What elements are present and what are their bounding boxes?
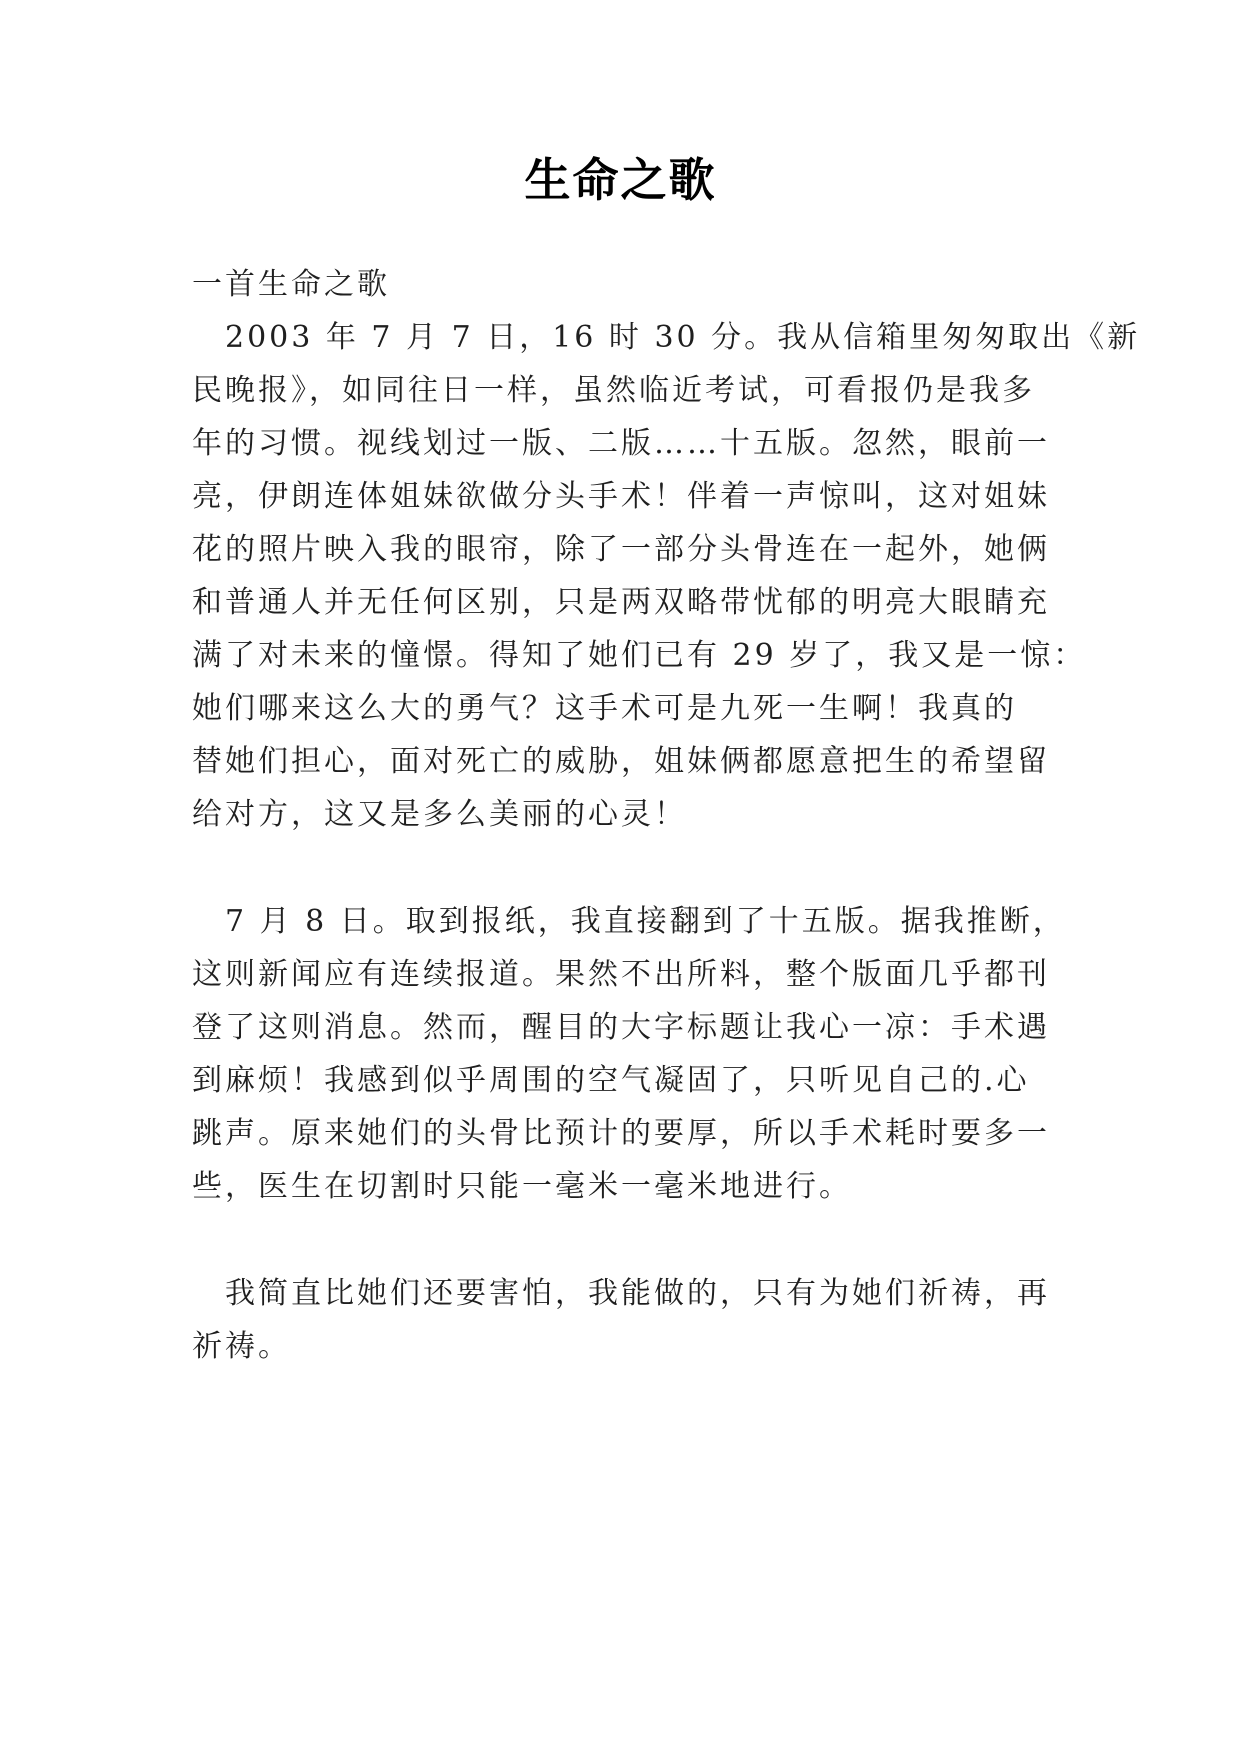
paragraph-line: 些，医生在切割时只能一毫米一毫米地进行。 bbox=[192, 1169, 852, 1204]
paragraph-line: 和普通人并无任何区别，只是两双略带忧郁的明亮大眼睛充 bbox=[192, 585, 1050, 620]
paragraph-line: 花的照片映入我的眼帘，除了一部分头骨连在一起外，她俩 bbox=[192, 532, 1050, 567]
paragraph-line: 亮，伊朗连体姐妹欲做分头手术！伴着一声惊叫，这对姐妹 bbox=[192, 479, 1050, 514]
paragraph-line: 2003 年 7 月 7 日，16 时 30 分。我从信箱里匆匆取出《新 bbox=[192, 320, 1141, 355]
subtitle: 一首生命之歌 bbox=[192, 267, 390, 302]
page-title: 生命之歌 bbox=[524, 153, 717, 207]
paragraph-line: 替她们担心，面对死亡的威胁，姐妹俩都愿意把生的希望留 bbox=[192, 744, 1050, 779]
paragraph-line: 我简直比她们还要害怕，我能做的，只有为她们祈祷，再 bbox=[192, 1276, 1050, 1311]
paragraph-line: 7 月 8 日。取到报纸，我直接翻到了十五版。据我推断， bbox=[192, 904, 1066, 939]
paragraph-line: 满了对未来的憧憬。得知了她们已有 29 岁了，我又是一惊： bbox=[192, 638, 1087, 673]
paragraph-line: 年的习惯。视线划过一版、二版……十五版。忽然，眼前一 bbox=[192, 426, 1050, 461]
paragraph-line: 民晚报》，如同往日一样，虽然临近考试，可看报仍是我多 bbox=[192, 373, 1035, 408]
paragraph-line: 跳声。原来她们的头骨比预计的要厚，所以手术耗时要多一 bbox=[192, 1116, 1050, 1151]
paragraph-line: 登了这则消息。然而，醒目的大字标题让我心一凉：手术遇 bbox=[192, 1010, 1050, 1045]
paragraph-line: 她们哪来这么大的勇气？这手术可是九死一生啊！我真的 bbox=[192, 691, 1017, 726]
paragraph-line: 这则新闻应有连续报道。果然不出所料，整个版面几乎都刊 bbox=[192, 957, 1050, 992]
paragraph-line: 给对方，这又是多么美丽的心灵！ bbox=[192, 797, 687, 832]
paragraph-line: 祈祷。 bbox=[192, 1329, 291, 1364]
paragraph-line: 到麻烦！我感到似乎周围的空气凝固了，只听见自己的.心 bbox=[192, 1063, 1030, 1098]
